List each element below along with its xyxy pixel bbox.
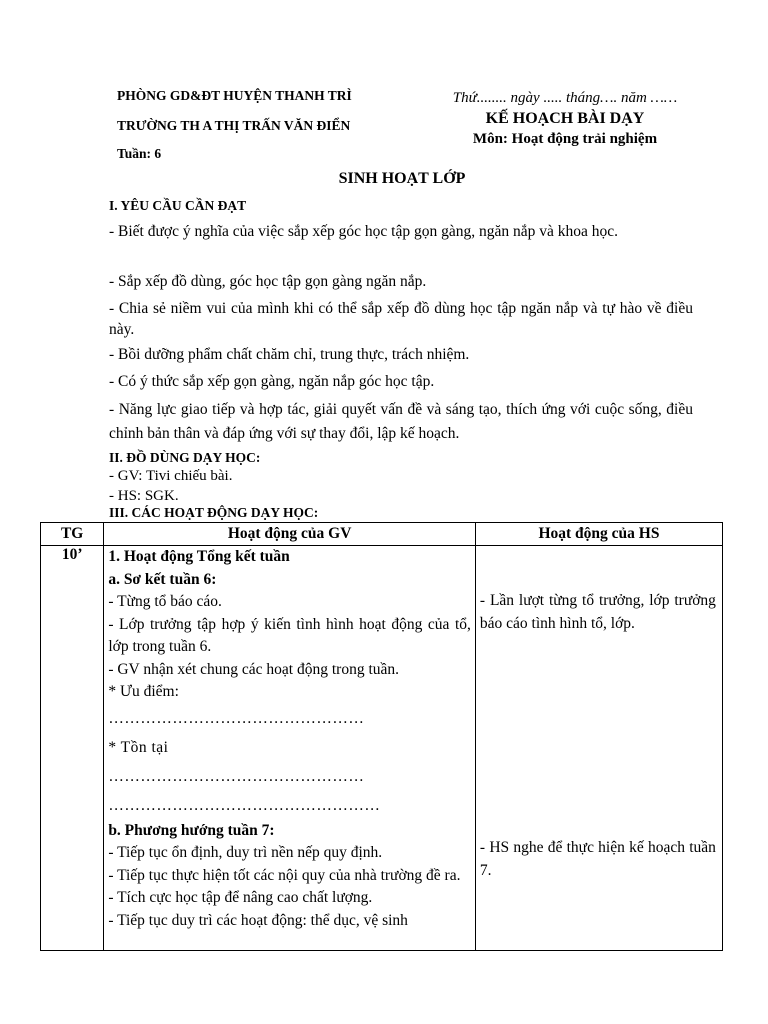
material-item: - HS: SGK.: [109, 488, 179, 504]
activities-table: [40, 522, 723, 951]
header-right: [410, 88, 720, 149]
week-label: Tuần: 6: [117, 146, 162, 161]
objective-item: - Chia sẻ niềm vui của mình khi có thể sắp xếp đồ dùng học tập ngăn nắp và tự hào về điều này.: [109, 300, 693, 338]
header-gv: Hoạt động của GV: [104, 523, 476, 546]
merits-label: * Ưu điểm:: [108, 683, 179, 700]
objective-item: - Sắp xếp đồ dùng, góc học tập gọn gàng ngăn nắp.: [109, 273, 427, 290]
teacher-step: - GV nhận xét chung các hoạt động trong tuần.: [108, 660, 400, 678]
teacher-step: - Tích cực học tập để nâng cao chất lượng.: [108, 889, 373, 906]
section-1-heading: I. YÊU CẦU CẦN ĐẠT: [109, 198, 247, 213]
student-activity: - Lần lượt từng tổ trưởng, lớp trưởng báo cáo tình hình tổ, lớp.: [479, 592, 716, 632]
activity-title: 1. Hoạt động Tổng kết tuần: [108, 548, 290, 565]
objective-item: - Bồi dưỡng phẩm chất chăm chỉ, trung thực, trách nhiệm.: [109, 346, 470, 363]
sub-heading-a: a. Sơ kết tuần 6:: [108, 570, 217, 588]
student-activity-cell: [475, 546, 722, 951]
subject-line: Môn: Hoạt động trải nghiệm: [472, 131, 658, 147]
header-tg: TG: [41, 523, 104, 546]
school-name: TRƯỜNG TH A THỊ TRẤN VĂN ĐIỂN: [117, 118, 351, 133]
blank-line: …………………………………………: [108, 767, 365, 785]
student-activity: - HS nghe để thực hiện kế hoạch tuần 7.: [479, 839, 716, 879]
objective-item: - Có ý thức sắp xếp gọn gàng, ngăn nắp góc học tập.: [109, 373, 435, 390]
department-name: PHÒNG GD&ĐT HUYỆN THANH TRÌ: [117, 88, 352, 103]
blank-line: ……………………………………………: [108, 796, 381, 814]
sub-heading-b: b. Phương hướng tuần 7:: [108, 821, 275, 839]
page-title: SINH HOẠT LỚP: [338, 170, 466, 187]
table-header-row: [41, 523, 723, 546]
teacher-activity-cell: [104, 546, 476, 951]
material-item: - GV: Tivi chiếu bài.: [109, 468, 233, 484]
section-3-heading: III. CÁC HOẠT ĐỘNG DẠY HỌC:: [109, 505, 319, 520]
teacher-step: - Lớp trưởng tập hợp ý kiến tình hình hoạt động của tổ, lớp trong tuần 6.: [108, 615, 471, 655]
time-cell: 10’: [41, 546, 104, 951]
teacher-step: - Từng tổ báo cáo.: [108, 593, 222, 610]
teacher-step: - Tiếp tục thực hiện tốt các nội quy của nhà trường đề ra.: [108, 866, 461, 884]
header-hs: Hoạt động của HS: [475, 523, 722, 546]
plan-title: KẾ HOẠCH BÀI DẠY: [485, 110, 645, 127]
date-line: Thứ........ ngày ..... tháng…. năm ……: [452, 90, 678, 106]
table-row: [41, 546, 723, 951]
teacher-step: - Tiếp tục ổn định, duy trì nền nếp quy định.: [108, 844, 383, 861]
section-2-heading: II. ĐỒ DÙNG DẠY HỌC:: [109, 450, 261, 465]
blank-line: …………………………………………: [108, 709, 365, 727]
teacher-step: - Tiếp tục duy trì các hoạt động: thể dục, vệ sinh: [108, 911, 408, 929]
student-activity-block: [480, 546, 718, 950]
limits-label: * Tồn tại: [108, 738, 169, 756]
objective-item: - Năng lực giao tiếp và hợp tác, giải quyết vấn đề và sáng tạo, thích ứng với cuộc sống, điều chỉnh bản thân và đáp ứng với sự thay đổi, lập kế hoạch.: [109, 401, 693, 442]
objective-item: - Biết được ý nghĩa của việc sắp xếp góc học tập gọn gàng, ngăn nắp và khoa học.: [109, 223, 618, 240]
